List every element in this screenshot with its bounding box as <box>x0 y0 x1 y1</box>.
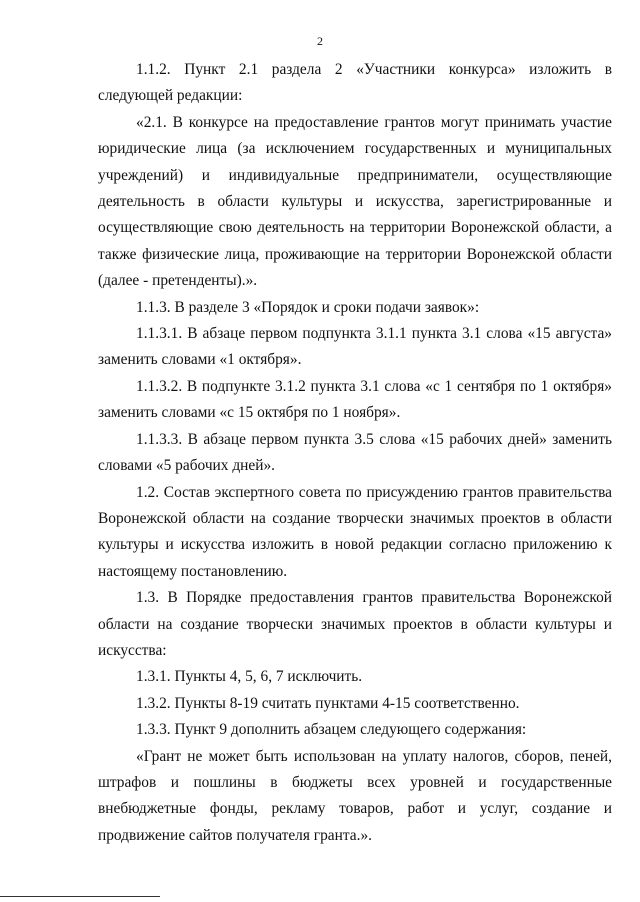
paragraph-1-3-1: 1.3.1. Пункты 4, 5, 6, 7 исключить. <box>136 668 363 686</box>
paragraph-1-1-3: 1.1.3. В разделе 3 «Порядок и сроки подачи заявок»: <box>136 298 480 316</box>
paragraph-1-1-3-1: 1.1.3.1. В абзаце первом подпункта 3.1.1 пункта 3.1 слова «15 августа» заменить словами «1 октября». <box>98 325 612 369</box>
paragraph-1-3: 1.3. В Порядке предоставления грантов правительства Воронежской области на создание творчески значимых проектов в области культуры и искусства: <box>98 589 612 659</box>
page-number: 2 <box>317 34 323 48</box>
paragraph-1-3-2: 1.3.2. Пункты 8-19 считать пунктами 4-15 соответственно. <box>136 694 520 712</box>
paragraph-1-2: 1.2. Состав экспертного совета по присуждению грантов правительства Воронежской области на создание творчески значимых проектов в области культуры и искусства изложить в новой редакции согласно приложению к настоящему постановлению. <box>98 483 612 580</box>
document-body <box>98 57 612 849</box>
paragraph-2-1-quote: «2.1. В конкурсе на предоставление грантов могут принимать участие юридические лица (за исключением государственных и муниципальных учреждений) и индивидуальные предприниматели, осуществляющие деятельность в области культуры и искусства, зарегистрированные и осуществляющие свою деятельность на территории Воронежской области, а также физические лица, проживающие на территории Воронежской области (далее - претенденты).». <box>98 113 612 290</box>
paragraph-grant-quote: «Грант не может быть использован на уплату налогов, сборов, пеней, штрафов и пошлины в бюджеты всех уровней и государственные внебюджетные фонды, рекламу товаров, работ и услуг, создание и продвижение сайтов получателя гранта.». <box>98 747 612 844</box>
paragraph-1-1-2: 1.1.2. Пункт 2.1 раздела 2 «Участники конкурса» изложить в следующей редакции: <box>98 61 612 105</box>
footer-rule <box>0 896 160 897</box>
paragraph-1-1-3-2: 1.1.3.2. В подпункте 3.1.2 пункта 3.1 слова «с 1 сентября по 1 октября» заменить словами «с 15 октября по 1 ноября». <box>98 377 612 422</box>
paragraph-1-1-3-3: 1.1.3.3. В абзаце первом пункта 3.5 слова «15 рабочих дней» заменить словами «5 рабочих дней». <box>98 430 612 475</box>
paragraph-1-3-3: 1.3.3. Пункт 9 дополнить абзацем следующего содержания: <box>136 721 527 739</box>
